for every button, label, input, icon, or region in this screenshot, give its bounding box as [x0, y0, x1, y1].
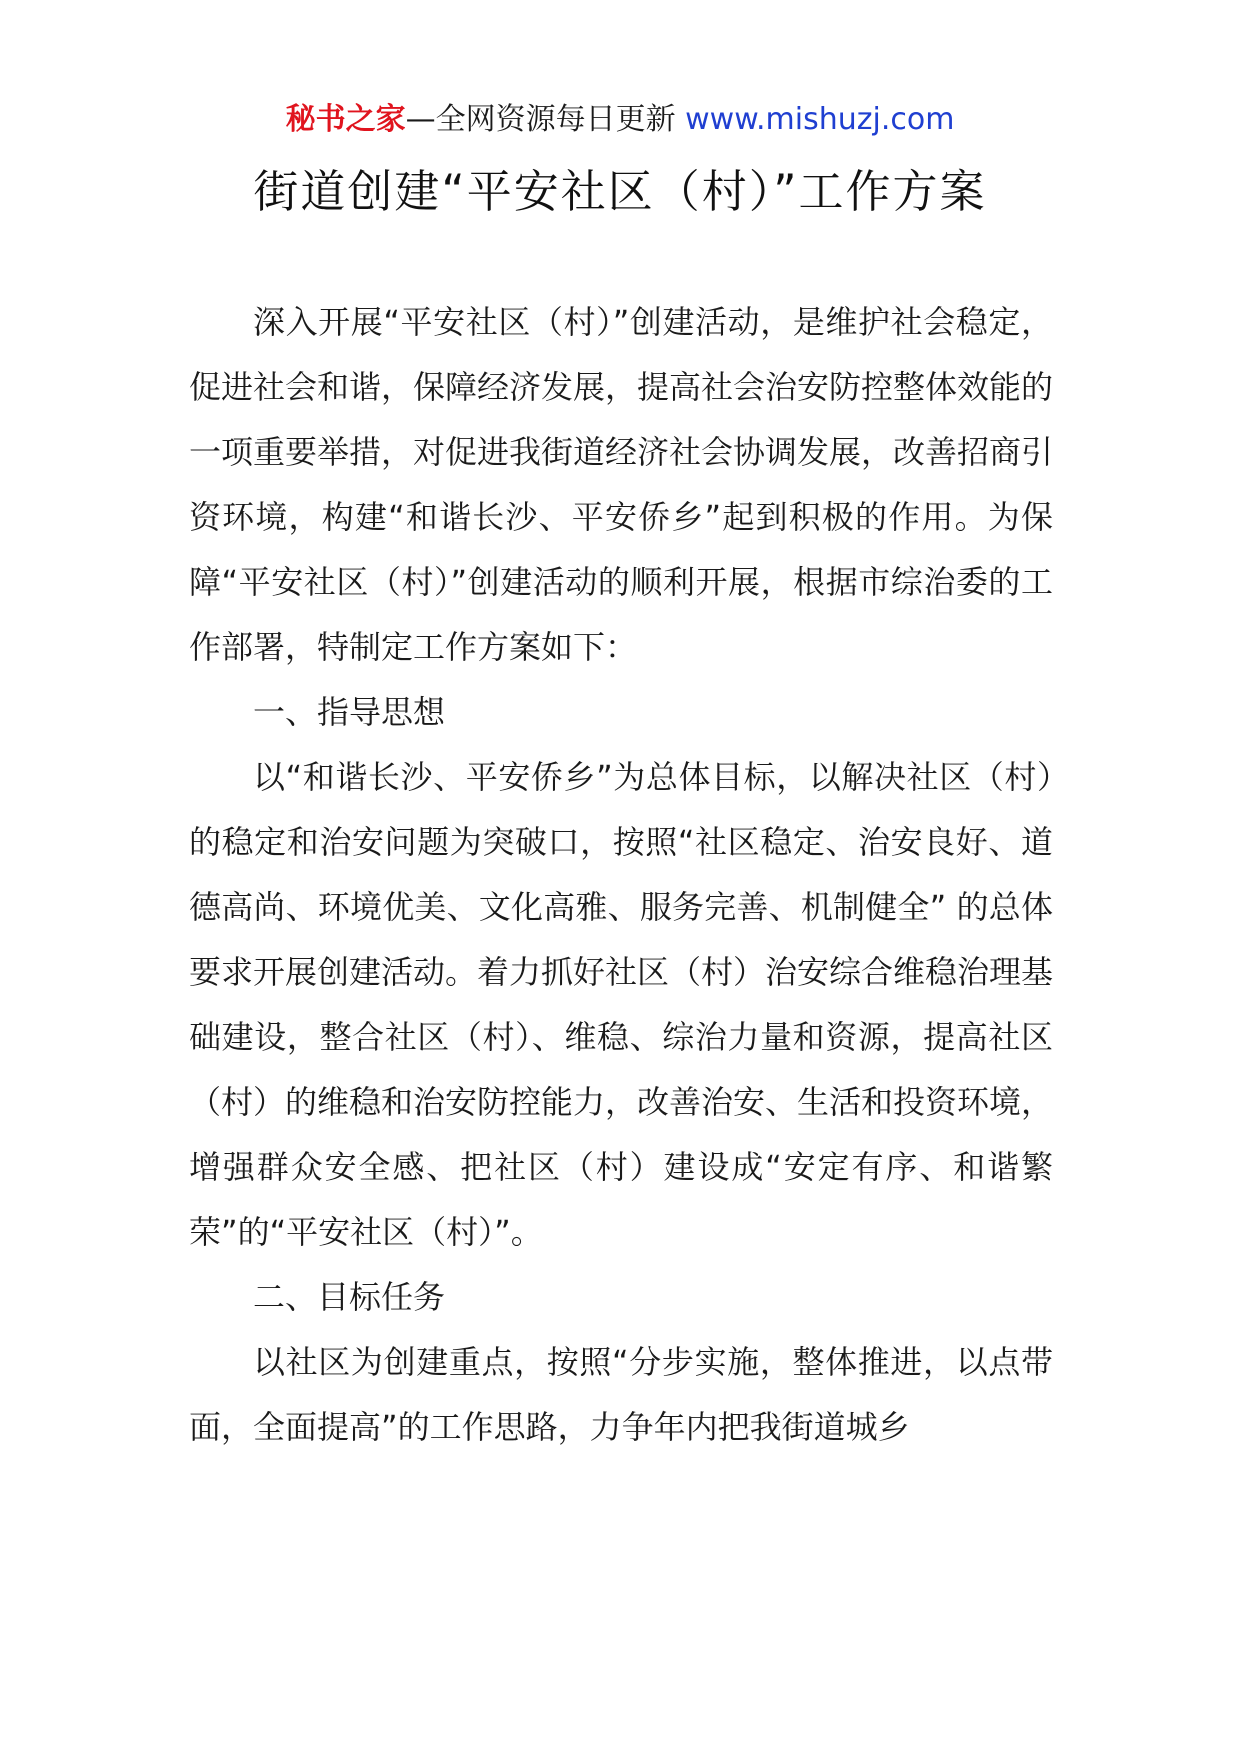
section-paragraph-guiding-ideology: 以“和谐长沙、平安侨乡”为总体目标，以解决社区（村）的稳定和治安问题为突破口，按照“社区稳定、治安良好、道德高尚、环境优美、文化高雅、服务完善、机制健全” 的总体要求开展创建活动。着力抓好社区（村）治安综合维稳治理基础建设，整合社区（村）、维稳、综治力量和资源，提高社区（村）的维稳和治安防控能力，改善治安、生活和投资环境，增强群众安全感、把社区（村）建设成“安定有序、和谐繁荣”的“平安社区（村）”。	[189, 758, 1054, 1251]
site-url-link[interactable]: www.mishuzj.com	[685, 102, 955, 137]
section-heading-guiding-ideology: 一、指导思想	[253, 693, 446, 731]
section-heading-goals-tasks: 二、目标任务	[253, 1278, 446, 1316]
document-body	[189, 290, 1053, 1460]
document-title: 街道创建“平安社区（村）”工作方案	[253, 165, 987, 218]
brand-name: 秘书之家	[285, 102, 406, 137]
site-header	[0, 100, 1240, 140]
section-paragraph-goals-tasks: 以社区为创建重点，按照“分步实施，整体推进，以点带面，全面提高”的工作思路，力争年内把我街道城乡	[189, 1343, 1053, 1446]
site-tagline: —全网资源每日更新	[405, 102, 676, 137]
intro-paragraph: 深入开展“平安社区（村）”创建活动，是维护社会稳定，促进社会和谐，保障经济发展，提高社会治安防控整体效能的一项重要举措，对促进我街道经济社会协调发展，改善招商引资环境，构建“和谐长沙、平安侨乡”起到积极的作用。为保障“平安社区（村）”创建活动的顺利开展，根据市综治委的工作部署，特制定工作方案如下：	[189, 303, 1054, 666]
